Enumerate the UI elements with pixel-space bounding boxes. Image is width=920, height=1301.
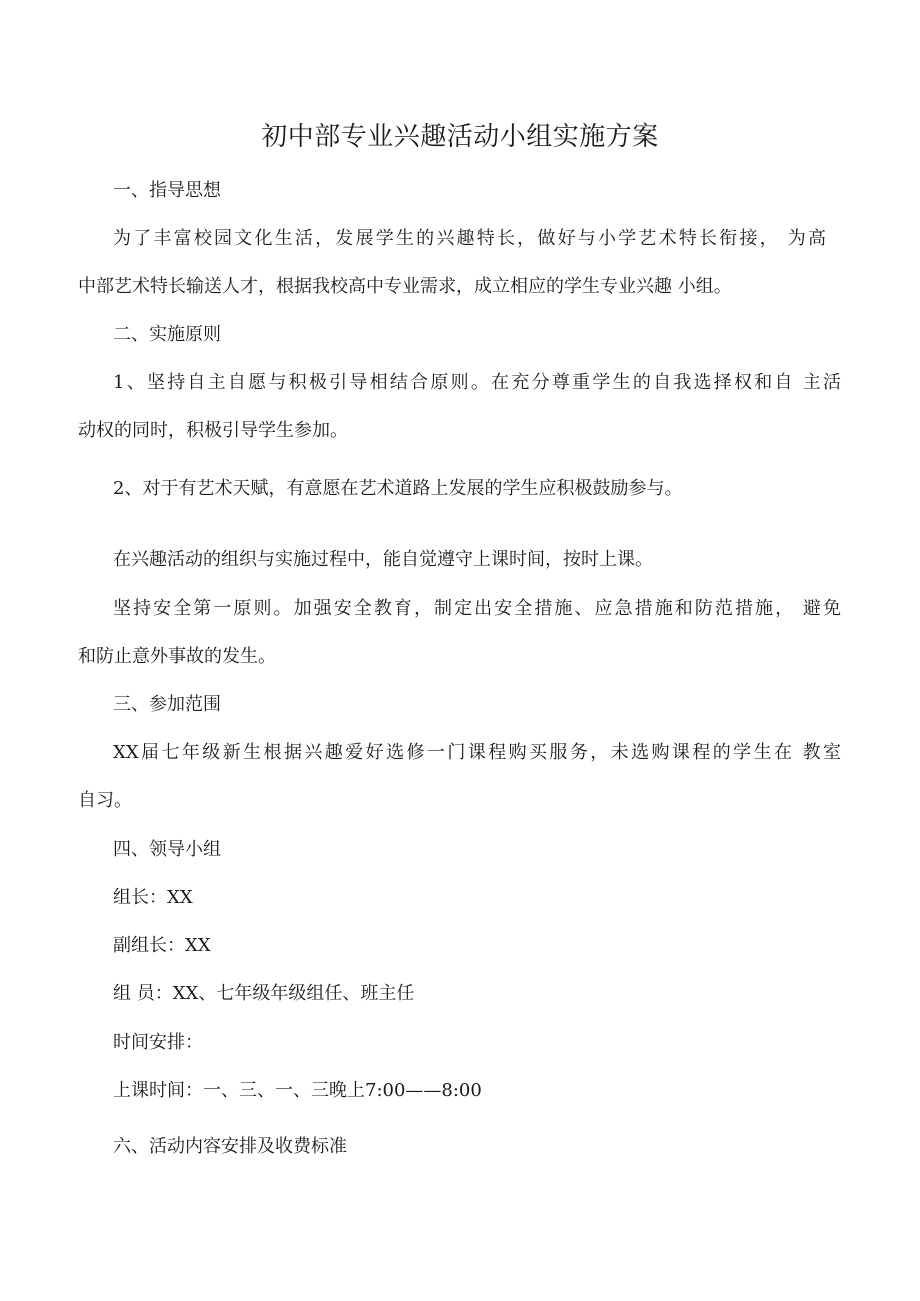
members-line: 组 员：XX、七年级年级组任、班主任 [113, 983, 415, 1004]
section-heading-scope: 三、参加范围 [113, 694, 221, 715]
section-heading-leadership: 四、领导小组 [113, 839, 221, 860]
deputy-leader-line: 副组长：XX [113, 935, 211, 956]
paragraph-line: 坚持安全第一原则。加强安全教育，制定出安全措施、应急措施和防范措施， 避免 [113, 598, 841, 619]
leader-line: 组长：XX [113, 887, 193, 908]
schedule-label: 时间安排： [113, 1032, 203, 1053]
class-time-line: 上课时间：一、三、一、三晚上7:00——8:00 [113, 1080, 482, 1101]
paragraph-line: 自习。 [78, 790, 132, 811]
section-heading-guiding-ideology: 一、指导思想 [113, 180, 221, 201]
paragraph-line: 动权的同时，积极引导学生参加。 [78, 420, 348, 441]
paragraph-line: 中部艺术特长输送人才，根据我校高中专业需求，成立相应的学生专业兴趣 小组。 [78, 276, 732, 297]
paragraph-line: XX届七年级新生根据兴趣爱好选修一门课程购买服务，未选购课程的学生在 教室 [113, 742, 841, 763]
paragraph-line: 为了丰富校园文化生活，发展学生的兴趣特长，做好与小学艺术特长衔接， 为高 [113, 228, 826, 249]
document-title: 初中部专业兴趣活动小组实施方案 [261, 122, 659, 152]
paragraph-line: 2、对于有艺术天赋，有意愿在艺术道路上发展的学生应积极鼓励参与。 [113, 478, 683, 499]
section-heading-principles: 二、实施原则 [113, 324, 221, 345]
paragraph-line: 和防止意外事故的发生。 [78, 646, 276, 667]
paragraph-line: 1、坚持自主自愿与积极引导相结合原则。在充分尊重学生的自我选择权和自 主活 [113, 372, 841, 393]
section-heading-activities-fees: 六、活动内容安排及收费标准 [113, 1136, 347, 1157]
paragraph-line: 在兴趣活动的组织与实施过程中，能自觉遵守上课时间，按时上课。 [113, 549, 653, 570]
